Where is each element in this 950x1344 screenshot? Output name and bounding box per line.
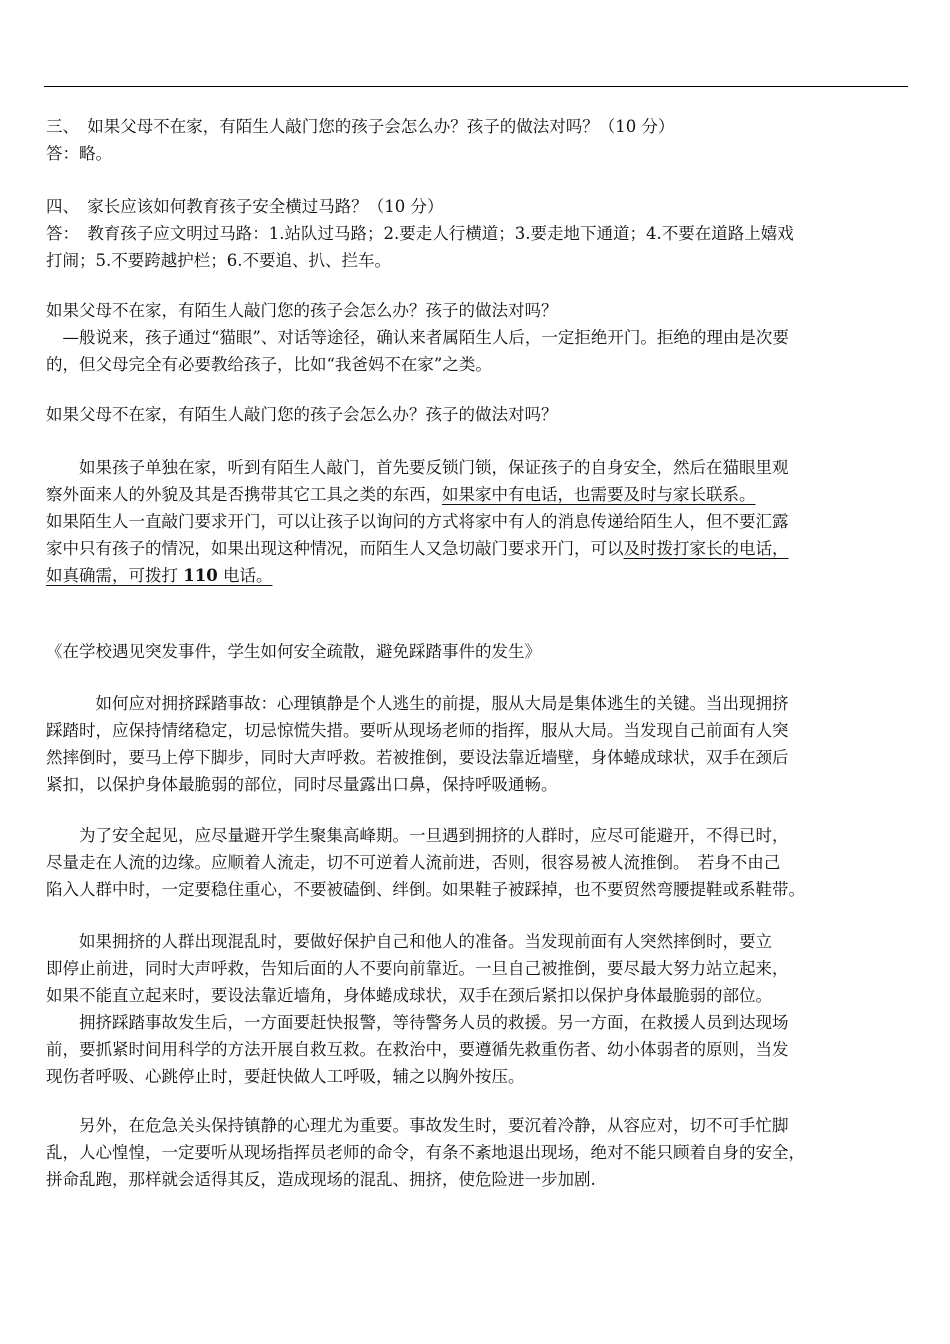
question-3-text: 三、 如果父母不在家，有陌生人敲门您的孩子会怎么办？孩子的做法对吗？（10 分） — [46, 117, 675, 136]
question-4-text: 四、 家长应该如何教育孩子安全横过马路？（10 分） — [46, 197, 444, 216]
section-2-text: 家中只有孩子的情况，如果出现这种情况，而陌生人又急切敲门要求开门，可以 — [46, 539, 624, 558]
section-3-title: 《在学校遇见突发事件，学生如何安全疏散，避免踩踏事件的发生》 — [46, 642, 541, 661]
section-2-line — [46, 535, 908, 562]
paragraph-line: 尽量走在人流的边缘。应顺着人流走，切不可逆着人流前进，否则，很容易被人流推倒。 若身不由己 — [46, 853, 781, 872]
paragraph-line: 拥挤踩踏事故发生后，一方面要赶快报警，等待警务人员的救援。另一方面，在救援人员到达现场 — [46, 1013, 789, 1032]
paragraph-line: 如何应对拥挤踩踏事故：心理镇静是个人逃生的前提，服从大局是集体逃生的关键。当出现拥挤 — [46, 694, 789, 713]
question-4 — [46, 193, 908, 274]
section-2-text: 察外面来人的外貌及其是否携带其它工具之类的东西， — [46, 485, 442, 504]
section-3-title-block — [46, 638, 908, 665]
paragraph-line: 乱，人心惶惶，一定要听从现场指挥员老师的命令，有条不紊地退出现场，绝对不能只顾着自身的安全， — [46, 1143, 805, 1162]
section-2-text: 如真确需，可拨打 — [46, 566, 184, 585]
emergency-number: 110 — [183, 566, 218, 585]
paragraph-line: 另外，在危急关头保持镇静的心理尤为重要。事故发生时，要沉着冷静，从容应对，切不可手忙脚 — [46, 1116, 789, 1135]
section-1-line: —般说来，孩子通过“猫眼”、对话等途径，确认来者属陌生人后，一定拒绝开门。拒绝的理由是次要 — [46, 328, 789, 347]
paragraph-line: 现伤者呼吸、心跳停止时，要赶快做人工呼吸，辅之以胸外按压。 — [46, 1067, 525, 1086]
paragraph-line: 陷入人群中时，一定要稳住重心，不要被磕倒、绊倒。如果鞋子被踩掉，也不要贸然弯腰提鞋或系鞋带。 — [46, 880, 805, 899]
section-1-heading: 如果父母不在家，有陌生人敲门您的孩子会怎么办？孩子的做法对吗？ — [46, 301, 558, 320]
header-rule — [44, 86, 908, 87]
section-2-line — [46, 481, 908, 508]
question-4-answer-line: 打闹；5.不要跨越护栏；6.不要追、扒、拦车。 — [46, 251, 391, 270]
paragraph-line: 如果拥挤的人群出现混乱时，要做好保护自己和他人的准备。当发现前面有人突然摔倒时，要立 — [46, 932, 772, 951]
paragraph-line: 踩踏时，应保持情绪稳定，切忌惊慌失措。要听从现场老师的指挥，服从大局。当发现自己前面有人突 — [46, 721, 789, 740]
section-2-heading: 如果父母不在家，有陌生人敲门您的孩子会怎么办？孩子的做法对吗？ — [46, 405, 558, 424]
paragraph-line: 拼命乱跑，那样就会适得其反，造成现场的混乱、拥挤，使危险进一步加剧. — [46, 1170, 596, 1189]
underlined-text: 如果家中有电话，也需要及时与家长联系。 — [442, 485, 756, 504]
section-2-text: 电话。 — [217, 566, 273, 585]
section-3-paragraph-1 — [46, 690, 908, 798]
section-2 — [46, 454, 908, 589]
paragraph-line: 前，要抓紧时间用科学的方法开展自救互救。在救治中，要遵循先救重伤者、幼小体弱者的原则，当发 — [46, 1040, 789, 1059]
section-3-paragraph-4 — [46, 1112, 908, 1193]
section-2-line: 如果陌生人一直敲门要求开门，可以让孩子以询问的方式将家中有人的消息传递给陌生人，但不要汇露 — [46, 512, 789, 531]
section-2-line — [46, 562, 908, 589]
question-3 — [46, 113, 908, 167]
question-3-answer: 答：略。 — [46, 144, 112, 163]
paragraph-line: 为了安全起见，应尽量避开学生聚集高峰期。一旦遇到拥挤的人群时，应尽可能避开，不得已时， — [46, 826, 789, 845]
paragraph-line: 紧扣，以保护身体最脆弱的部位，同时尽量露出口鼻，保持呼吸通畅。 — [46, 775, 558, 794]
underlined-text: 及时拨打家长的电话， — [623, 539, 789, 558]
section-3-paragraph-2 — [46, 822, 908, 903]
paragraph-line: 如果不能直立起来时，要设法靠近墙角，身体蜷成球状，双手在颈后紧扣以保护身体最脆弱的部位。 — [46, 986, 772, 1005]
section-1-line: 的，但父母完全有必要教给孩子，比如“我爸妈不在家”之类。 — [46, 355, 492, 374]
section-1 — [46, 297, 908, 378]
paragraph-line: 即停止前进，同时大声呼救，告知后面的人不要向前靠近。一旦自己被推倒，要尽最大努力站立起来， — [46, 959, 789, 978]
paragraph-line: 然摔倒时，要马上停下脚步，同时大声呼救。若被推倒，要设法靠近墙壁，身体蜷成球状，双手在颈后 — [46, 748, 789, 767]
section-2-heading-block — [46, 401, 908, 428]
section-2-line: 如果孩子单独在家，听到有陌生人敲门，首先要反锁门锁，保证孩子的自身安全，然后在猫眼里观 — [46, 458, 789, 477]
question-4-answer-line: 答： 教育孩子应文明过马路：1.站队过马路；2.要走人行横道；3.要走地下通道；4.不要在道路上嬉戏 — [46, 224, 794, 243]
section-3-paragraph-3 — [46, 928, 908, 1090]
